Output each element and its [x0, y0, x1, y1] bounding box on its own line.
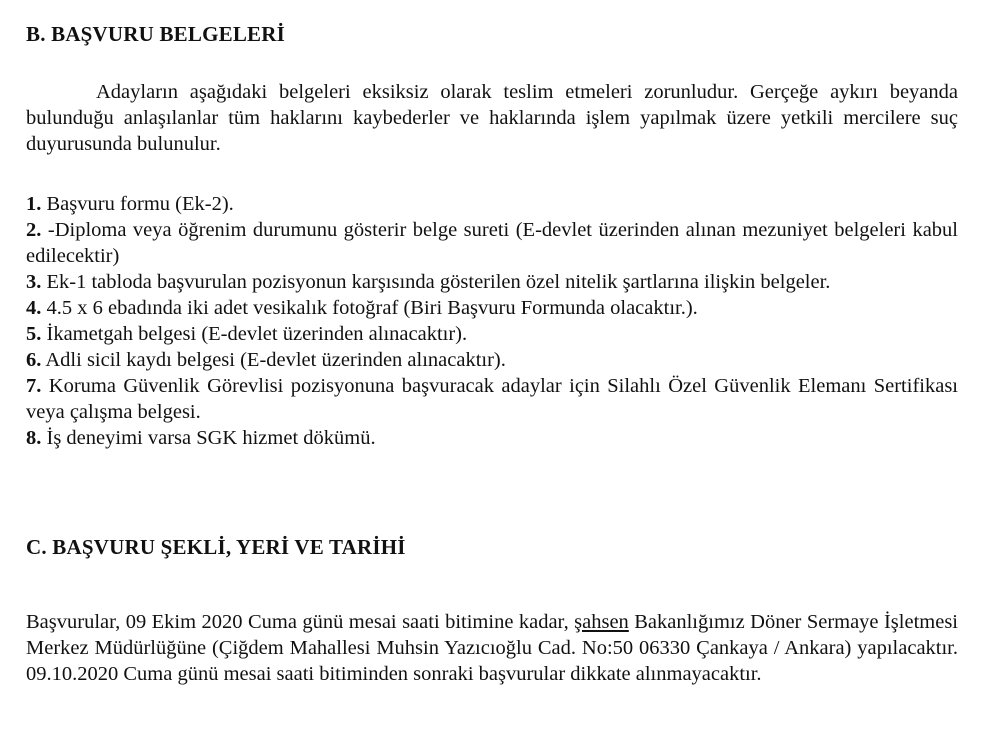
list-item: [26, 269, 958, 295]
list-item-text: Adli sicil kaydı belgesi (E-devlet üzerinden alınacaktır).: [41, 349, 506, 371]
list-item-number: 3.: [26, 271, 42, 293]
list-item-number: 1.: [26, 193, 42, 215]
list-item-text: Koruma Güvenlik Görevlisi pozisyonuna başvuracak adaylar için Silahlı Özel Güvenlik Elemanı Sertifikası veya çalışma belgesi.: [26, 375, 958, 423]
list-item-text: İş deneyimi varsa SGK hizmet dökümü.: [41, 427, 376, 449]
section-b-title: B. BAŞVURU BELGELERİ: [26, 22, 285, 46]
list-item-text: Başvuru formu (Ek-2).: [41, 193, 234, 215]
list-item-number: 6.: [26, 349, 42, 371]
section-c-text-end: Bakanlığımız Döner Sermaye İşletmesi Merkez Müdürlüğüne (Çiğdem Mahallesi Muhsin Yazıcıoğlu Cad. No:50 06330 Çankaya / Ankara) yapılacaktır. 09.10.2020 Cuma günü mesai saati bitiminden sonraki başvurular dikkate alınmayacaktır.: [26, 611, 958, 685]
list-item: [26, 373, 958, 425]
list-item-text: Ek-1 tabloda başvurulan pozisyonun karşısında gösterilen özel nitelik şartlarına ilişkin belgeler.: [41, 271, 831, 293]
list-item-number: 8.: [26, 427, 42, 449]
document-requirements-list: [26, 191, 958, 451]
list-item: [26, 295, 958, 321]
section-c-paragraph: [26, 609, 958, 687]
list-item: [26, 217, 958, 269]
list-item-number: 2.: [26, 219, 42, 241]
section-b-intro: Adayların aşağıdaki belgeleri eksiksiz olarak teslim etmeleri zorunludur. Gerçeğe aykırı beyanda bulunduğu anlaşılanlar tüm haklarını kaybederler ve haklarında işlem yapılmak üzere yetkili mercilere suç duyurusunda bulunulur.: [26, 81, 958, 155]
list-item-text: -Diploma veya öğrenim durumunu gösterir belge sureti (E-devlet üzerinden alınan mezuniyet belgeleri kabul edilecektir): [26, 219, 958, 267]
list-item-number: 4.: [26, 297, 42, 319]
list-item-text: İkametgah belgesi (E-devlet üzerinden alınacaktır).: [41, 323, 468, 345]
list-item: [26, 425, 958, 451]
section-c-text-start: Başvurular, 09 Ekim 2020 Cuma günü mesai saati bitimine kadar,: [26, 611, 575, 633]
list-item: [26, 347, 958, 373]
list-item: [26, 191, 958, 217]
section-c-title: C. BAŞVURU ŞEKLİ, YERİ VE TARİHİ: [26, 535, 406, 559]
list-item-text: 4.5 x 6 ebadında iki adet vesikalık fotoğraf (Biri Başvuru Formunda olacaktır.).: [41, 297, 698, 319]
section-c-underlined-word: şahsen: [574, 611, 629, 633]
list-item: [26, 321, 958, 347]
list-item-number: 5.: [26, 323, 42, 345]
list-item-number: 7.: [26, 375, 42, 397]
